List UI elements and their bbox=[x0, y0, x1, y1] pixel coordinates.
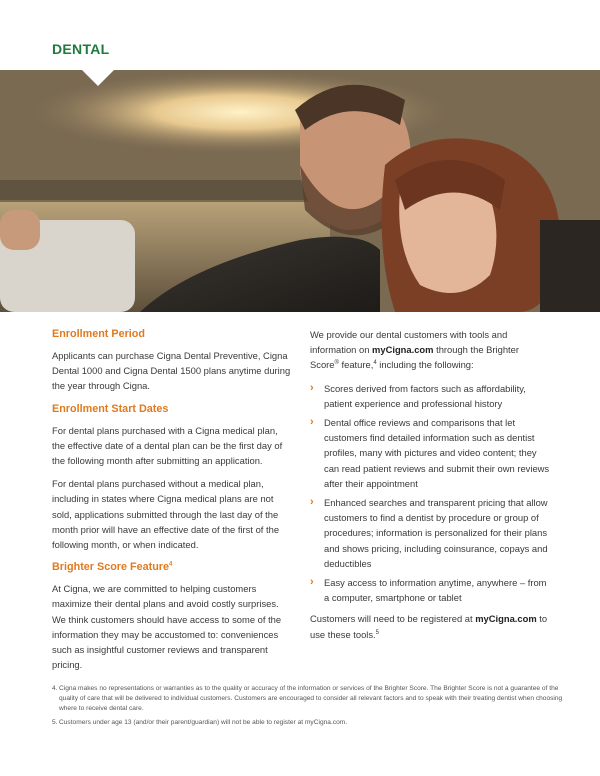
brighter-score-heading-text: Brighter Score Feature bbox=[52, 561, 169, 574]
mycigna-link[interactable]: myCigna.com bbox=[372, 344, 434, 356]
enrollment-start-text-2: For dental plans purchased without a medical plan, including in states where Cigna medical plans are not sold, applications submitted through the last day of the month prior will have an effective date of the first of the following month, or when indicated. bbox=[52, 478, 280, 551]
footnote-text: Customers under age 13 (and/or their parent/guardian) will not be able to register at myCigna.com. bbox=[59, 719, 348, 726]
footnote-number: 5. bbox=[52, 719, 58, 726]
enrollment-period-text: Applicants can purchase Cigna Dental Preventive, Cigna Dental 1000 and Cigna Dental 1500 plans anytime during the year through Cigna. bbox=[52, 350, 291, 392]
chevron-right-icon: › bbox=[310, 496, 314, 509]
list-item-text: Dental office reviews and comparisons that let customers find detailed information such as dentist profiles, many with pictures and video content; they can read patient reviews and submit their own reviews after their appointment bbox=[324, 417, 550, 489]
photo-notch-decoration bbox=[82, 70, 114, 86]
list-item-text: Easy access to information anytime, anywhere – from a computer, smartphone or tablet bbox=[324, 577, 547, 604]
list-item-text: Scores derived from factors such as affordability, patient experience and professional history bbox=[324, 382, 526, 409]
closing-text: to use these tools. bbox=[310, 613, 548, 640]
chevron-right-icon: › bbox=[310, 416, 314, 429]
list-item-text: Enhanced searches and transparent pricing that allow customers to find a dentist by procedure or group of procedures; information is personalized for their plans and shows pricing, including coinsurance, copays and deductibles bbox=[324, 497, 548, 569]
registered-mark: ® bbox=[334, 360, 339, 367]
enrollment-start-heading: Enrollment Start Dates bbox=[52, 402, 169, 415]
left-column bbox=[52, 327, 292, 680]
footnote-4 bbox=[52, 684, 572, 714]
chevron-right-icon: › bbox=[310, 576, 314, 589]
list-item bbox=[310, 415, 550, 491]
list-item bbox=[310, 495, 550, 571]
footnotes bbox=[52, 684, 572, 732]
couple-selfie-photo bbox=[0, 70, 600, 312]
intro-text: We provide our dental customers with tools and information on bbox=[310, 329, 508, 356]
page-title: DENTAL bbox=[52, 41, 110, 57]
footnote-text: Cigna makes no representations or warranties as to the quality or accuracy of the information or services of the Brighter Score. The Brighter Score is not a guarantee of the quality of care that will be delivered to individual customers. Customers are encouraged to consider all relevant factors and to speak with their treating dentist when choosing where to receive dental care. bbox=[59, 685, 563, 712]
right-intro bbox=[310, 327, 550, 373]
footnote-ref: 4 bbox=[373, 360, 377, 367]
intro-text: through the Brighter Score bbox=[310, 344, 519, 371]
right-column bbox=[310, 327, 550, 650]
footnote-ref: 5 bbox=[375, 629, 380, 636]
footnote-number: 4. bbox=[52, 685, 58, 692]
enrollment-period-heading: Enrollment Period bbox=[52, 328, 145, 340]
intro-text: feature, bbox=[338, 359, 374, 371]
footnote-5 bbox=[52, 718, 572, 728]
enrollment-start-text-1: For dental plans purchased with a Cigna medical plan, the effective date of a dental plan can be the first day of the following month after submitting an application. bbox=[52, 424, 283, 467]
brighter-score-text: At Cigna, we are committed to helping customers maximize their dental plans and avoid costly surprises. We think customers should have access to some of the information they may be accustomed to: conveniences such as insightful customer reviews and transparent pricing. bbox=[52, 583, 282, 671]
list-item bbox=[310, 381, 550, 411]
brighter-score-heading bbox=[52, 560, 292, 574]
intro-text: including the following: bbox=[376, 359, 474, 371]
footnote-ref: 4 bbox=[169, 561, 173, 568]
feature-list bbox=[310, 381, 550, 606]
right-closing bbox=[310, 611, 550, 641]
closing-text: Customers will need to be registered at bbox=[310, 613, 476, 625]
chevron-right-icon: › bbox=[310, 381, 314, 394]
mycigna-link[interactable]: myCigna.com bbox=[475, 613, 537, 625]
list-item bbox=[310, 575, 550, 605]
